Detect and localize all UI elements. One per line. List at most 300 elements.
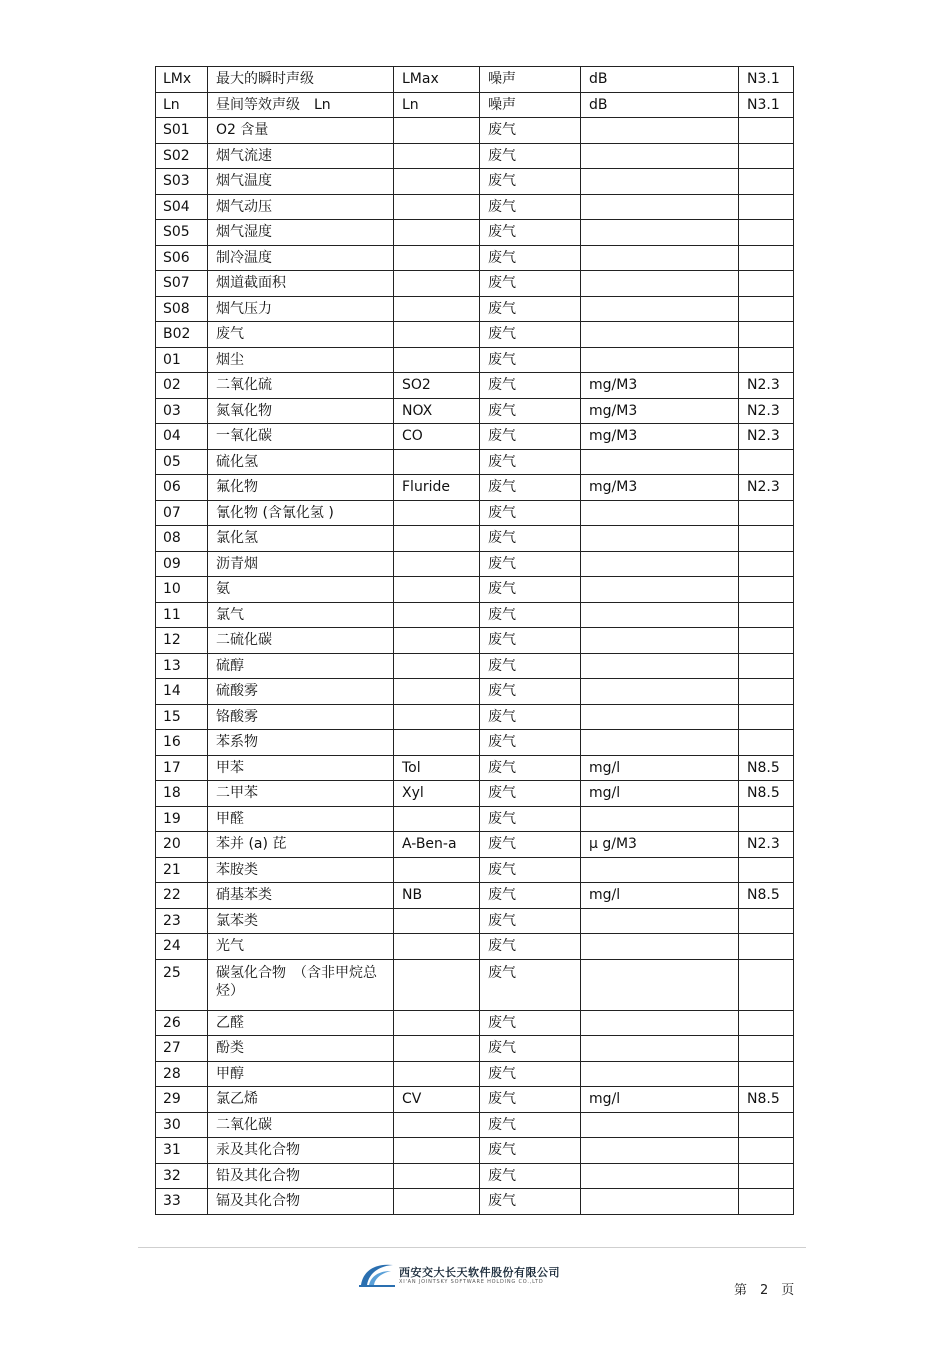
table-row bbox=[156, 1189, 794, 1215]
category-cell: 废气 bbox=[480, 475, 581, 501]
code-cell: S01 bbox=[156, 118, 208, 144]
code-cell: 03 bbox=[156, 398, 208, 424]
name-cell: 废气 bbox=[208, 322, 394, 348]
format-cell bbox=[739, 449, 794, 475]
unit-cell bbox=[581, 347, 739, 373]
category-cell: 废气 bbox=[480, 118, 581, 144]
code-cell: 29 bbox=[156, 1087, 208, 1113]
code-cell: S06 bbox=[156, 245, 208, 271]
format-cell: N8.5 bbox=[739, 1087, 794, 1113]
name-cell: 苯系物 bbox=[208, 730, 394, 756]
company-name-english: XI'AN JOINTSKY SOFTWARE HOLDING CO.,LTD bbox=[399, 1279, 544, 1285]
unit-cell bbox=[581, 704, 739, 730]
format-cell bbox=[739, 169, 794, 195]
category-cell: 废气 bbox=[480, 1189, 581, 1215]
format-cell: N8.5 bbox=[739, 781, 794, 807]
unit-cell bbox=[581, 449, 739, 475]
name-cell: 铅及其化合物 bbox=[208, 1163, 394, 1189]
format-cell bbox=[739, 526, 794, 552]
name-cell: 沥青烟 bbox=[208, 551, 394, 577]
table-row bbox=[156, 551, 794, 577]
table-row bbox=[156, 1138, 794, 1164]
abbr-cell bbox=[394, 704, 480, 730]
category-cell: 废气 bbox=[480, 832, 581, 858]
format-cell bbox=[739, 908, 794, 934]
code-cell: 24 bbox=[156, 934, 208, 960]
name-cell: 二氧化碳 bbox=[208, 1112, 394, 1138]
company-name: 西安交大长天软件股份有限公司 bbox=[399, 1266, 560, 1279]
abbr-cell bbox=[394, 245, 480, 271]
abbr-cell: CO bbox=[394, 424, 480, 450]
code-cell: 09 bbox=[156, 551, 208, 577]
table-row bbox=[156, 296, 794, 322]
unit-cell bbox=[581, 1010, 739, 1036]
category-cell: 废气 bbox=[480, 424, 581, 450]
unit-cell bbox=[581, 271, 739, 297]
table-row bbox=[156, 704, 794, 730]
unit-cell bbox=[581, 857, 739, 883]
category-cell: 废气 bbox=[480, 806, 581, 832]
unit-cell bbox=[581, 1189, 739, 1215]
table-row bbox=[156, 781, 794, 807]
name-cell: 一氧化碳 bbox=[208, 424, 394, 450]
unit-cell bbox=[581, 143, 739, 169]
abbr-cell bbox=[394, 526, 480, 552]
name-cell: 光气 bbox=[208, 934, 394, 960]
format-cell: N2.3 bbox=[739, 475, 794, 501]
unit-cell: μ g/M3 bbox=[581, 832, 739, 858]
abbr-cell bbox=[394, 1189, 480, 1215]
unit-cell bbox=[581, 194, 739, 220]
code-cell: 31 bbox=[156, 1138, 208, 1164]
name-cell: 烟气动压 bbox=[208, 194, 394, 220]
code-cell: S03 bbox=[156, 169, 208, 195]
abbr-cell: Xyl bbox=[394, 781, 480, 807]
table-row bbox=[156, 526, 794, 552]
unit-cell: dB bbox=[581, 92, 739, 118]
unit-cell bbox=[581, 1036, 739, 1062]
name-cell: 氟化物 bbox=[208, 475, 394, 501]
unit-cell bbox=[581, 628, 739, 654]
category-cell: 废气 bbox=[480, 908, 581, 934]
format-cell: N2.3 bbox=[739, 424, 794, 450]
format-cell bbox=[739, 296, 794, 322]
unit-cell bbox=[581, 1061, 739, 1087]
abbr-cell bbox=[394, 220, 480, 246]
unit-cell: mg/M3 bbox=[581, 398, 739, 424]
category-cell: 废气 bbox=[480, 169, 581, 195]
category-cell: 废气 bbox=[480, 271, 581, 297]
format-cell bbox=[739, 730, 794, 756]
name-cell: 氰化物 (含氰化氢 ) bbox=[208, 500, 394, 526]
category-cell: 废气 bbox=[480, 296, 581, 322]
abbr-cell: Tol bbox=[394, 755, 480, 781]
code-cell: 18 bbox=[156, 781, 208, 807]
category-cell: 噪声 bbox=[480, 67, 581, 93]
table-row bbox=[156, 832, 794, 858]
category-cell: 废气 bbox=[480, 526, 581, 552]
table-row bbox=[156, 628, 794, 654]
table-row bbox=[156, 1163, 794, 1189]
unit-cell bbox=[581, 322, 739, 348]
category-cell: 废气 bbox=[480, 220, 581, 246]
table-row bbox=[156, 92, 794, 118]
category-cell: 废气 bbox=[480, 883, 581, 909]
category-cell: 废气 bbox=[480, 398, 581, 424]
name-cell: 酚类 bbox=[208, 1036, 394, 1062]
unit-cell bbox=[581, 679, 739, 705]
abbr-cell bbox=[394, 500, 480, 526]
table-row bbox=[156, 118, 794, 144]
category-cell: 废气 bbox=[480, 1010, 581, 1036]
category-cell: 废气 bbox=[480, 245, 581, 271]
code-cell: S08 bbox=[156, 296, 208, 322]
name-cell: 烟气湿度 bbox=[208, 220, 394, 246]
abbr-cell bbox=[394, 169, 480, 195]
format-cell: N2.3 bbox=[739, 398, 794, 424]
name-cell: 烟气压力 bbox=[208, 296, 394, 322]
name-cell: 烟气温度 bbox=[208, 169, 394, 195]
code-cell: 23 bbox=[156, 908, 208, 934]
abbr-cell bbox=[394, 577, 480, 603]
category-cell: 废气 bbox=[480, 679, 581, 705]
name-cell: 氨 bbox=[208, 577, 394, 603]
format-cell bbox=[739, 934, 794, 960]
abbr-cell bbox=[394, 1163, 480, 1189]
unit-cell bbox=[581, 653, 739, 679]
abbr-cell bbox=[394, 1036, 480, 1062]
abbr-cell bbox=[394, 322, 480, 348]
table-row bbox=[156, 806, 794, 832]
table-row bbox=[156, 194, 794, 220]
abbr-cell: Ln bbox=[394, 92, 480, 118]
format-cell: N2.3 bbox=[739, 832, 794, 858]
code-cell: 05 bbox=[156, 449, 208, 475]
abbr-cell bbox=[394, 194, 480, 220]
format-cell: N8.5 bbox=[739, 755, 794, 781]
table-row bbox=[156, 1112, 794, 1138]
code-cell: 15 bbox=[156, 704, 208, 730]
category-cell: 噪声 bbox=[480, 92, 581, 118]
unit-cell bbox=[581, 602, 739, 628]
format-cell bbox=[739, 577, 794, 603]
code-cell: 08 bbox=[156, 526, 208, 552]
name-cell: 硫酸雾 bbox=[208, 679, 394, 705]
code-cell: 27 bbox=[156, 1036, 208, 1062]
code-cell: 16 bbox=[156, 730, 208, 756]
code-cell: S02 bbox=[156, 143, 208, 169]
unit-cell bbox=[581, 1112, 739, 1138]
name-cell: 氯乙烯 bbox=[208, 1087, 394, 1113]
name-cell: 镉及其化合物 bbox=[208, 1189, 394, 1215]
unit-cell: mg/l bbox=[581, 883, 739, 909]
format-cell bbox=[739, 679, 794, 705]
name-cell: 甲醛 bbox=[208, 806, 394, 832]
unit-cell bbox=[581, 577, 739, 603]
code-cell: S07 bbox=[156, 271, 208, 297]
format-cell bbox=[739, 1189, 794, 1215]
abbr-cell bbox=[394, 653, 480, 679]
table-row bbox=[156, 67, 794, 93]
category-cell: 废气 bbox=[480, 1061, 581, 1087]
name-cell: 硝基苯类 bbox=[208, 883, 394, 909]
unit-cell bbox=[581, 220, 739, 246]
code-cell: 26 bbox=[156, 1010, 208, 1036]
abbr-cell bbox=[394, 908, 480, 934]
abbr-cell: SO2 bbox=[394, 373, 480, 399]
name-cell: 氯苯类 bbox=[208, 908, 394, 934]
name-cell: 碳氢化合物 （含非甲烷总烃） bbox=[208, 959, 394, 1010]
name-cell: 二氧化硫 bbox=[208, 373, 394, 399]
format-cell bbox=[739, 857, 794, 883]
code-cell: 25 bbox=[156, 959, 208, 1010]
code-cell: 11 bbox=[156, 602, 208, 628]
code-cell: 17 bbox=[156, 755, 208, 781]
table-row bbox=[156, 500, 794, 526]
table-row bbox=[156, 424, 794, 450]
code-cell: B02 bbox=[156, 322, 208, 348]
name-cell: 苯胺类 bbox=[208, 857, 394, 883]
abbr-cell bbox=[394, 1112, 480, 1138]
format-cell bbox=[739, 500, 794, 526]
table-row bbox=[156, 220, 794, 246]
table-row bbox=[156, 755, 794, 781]
abbr-cell: CV bbox=[394, 1087, 480, 1113]
abbr-cell: NB bbox=[394, 883, 480, 909]
table-row bbox=[156, 1036, 794, 1062]
category-cell: 废气 bbox=[480, 347, 581, 373]
name-cell: 昼间等效声级 Ln bbox=[208, 92, 394, 118]
unit-cell bbox=[581, 1163, 739, 1189]
table-row bbox=[156, 271, 794, 297]
table-row bbox=[156, 883, 794, 909]
format-cell bbox=[739, 1163, 794, 1189]
format-cell: N3.1 bbox=[739, 67, 794, 93]
name-cell: 硫醇 bbox=[208, 653, 394, 679]
abbr-cell: NOX bbox=[394, 398, 480, 424]
format-cell bbox=[739, 194, 794, 220]
abbr-cell bbox=[394, 551, 480, 577]
format-cell bbox=[739, 118, 794, 144]
category-cell: 废气 bbox=[480, 449, 581, 475]
name-cell: 铬酸雾 bbox=[208, 704, 394, 730]
abbr-cell bbox=[394, 806, 480, 832]
code-cell: 07 bbox=[156, 500, 208, 526]
abbr-cell bbox=[394, 628, 480, 654]
table-row bbox=[156, 169, 794, 195]
abbr-cell bbox=[394, 730, 480, 756]
code-cell: 19 bbox=[156, 806, 208, 832]
unit-cell bbox=[581, 526, 739, 552]
table-row bbox=[156, 959, 794, 1010]
format-cell bbox=[739, 1036, 794, 1062]
parameter-table bbox=[155, 66, 794, 1215]
format-cell bbox=[739, 704, 794, 730]
category-cell: 废气 bbox=[480, 781, 581, 807]
table-row bbox=[156, 653, 794, 679]
table-row bbox=[156, 1087, 794, 1113]
table-row bbox=[156, 373, 794, 399]
format-cell bbox=[739, 322, 794, 348]
category-cell: 废气 bbox=[480, 194, 581, 220]
format-cell bbox=[739, 220, 794, 246]
code-cell: 22 bbox=[156, 883, 208, 909]
table-row bbox=[156, 1061, 794, 1087]
code-cell: S05 bbox=[156, 220, 208, 246]
name-cell: 氮氧化物 bbox=[208, 398, 394, 424]
abbr-cell: LMax bbox=[394, 67, 480, 93]
category-cell: 废气 bbox=[480, 934, 581, 960]
code-cell: 01 bbox=[156, 347, 208, 373]
abbr-cell bbox=[394, 602, 480, 628]
table-row bbox=[156, 475, 794, 501]
format-cell bbox=[739, 1138, 794, 1164]
format-cell bbox=[739, 1112, 794, 1138]
unit-cell bbox=[581, 908, 739, 934]
name-cell: 烟尘 bbox=[208, 347, 394, 373]
unit-cell bbox=[581, 959, 739, 1010]
category-cell: 废气 bbox=[480, 1087, 581, 1113]
code-cell: 20 bbox=[156, 832, 208, 858]
category-cell: 废气 bbox=[480, 857, 581, 883]
code-cell: 06 bbox=[156, 475, 208, 501]
abbr-cell bbox=[394, 347, 480, 373]
page-number: 第 2 页 bbox=[734, 1283, 795, 1298]
table-row bbox=[156, 602, 794, 628]
table-row bbox=[156, 143, 794, 169]
code-cell: 10 bbox=[156, 577, 208, 603]
unit-cell: mg/l bbox=[581, 781, 739, 807]
unit-cell: mg/M3 bbox=[581, 424, 739, 450]
format-cell bbox=[739, 1010, 794, 1036]
unit-cell: mg/l bbox=[581, 755, 739, 781]
abbr-cell bbox=[394, 449, 480, 475]
unit-cell bbox=[581, 551, 739, 577]
name-cell: 烟道截面积 bbox=[208, 271, 394, 297]
table-row bbox=[156, 1010, 794, 1036]
format-cell bbox=[739, 602, 794, 628]
category-cell: 废气 bbox=[480, 143, 581, 169]
format-cell bbox=[739, 653, 794, 679]
abbr-cell bbox=[394, 296, 480, 322]
table-row bbox=[156, 908, 794, 934]
table-row bbox=[156, 857, 794, 883]
table-row bbox=[156, 398, 794, 424]
table-row bbox=[156, 347, 794, 373]
name-cell: 氯气 bbox=[208, 602, 394, 628]
format-cell bbox=[739, 551, 794, 577]
category-cell: 废气 bbox=[480, 373, 581, 399]
unit-cell: mg/M3 bbox=[581, 475, 739, 501]
category-cell: 废气 bbox=[480, 551, 581, 577]
name-cell: 乙醛 bbox=[208, 1010, 394, 1036]
code-cell: 13 bbox=[156, 653, 208, 679]
code-cell: LMx bbox=[156, 67, 208, 93]
unit-cell bbox=[581, 730, 739, 756]
unit-cell bbox=[581, 118, 739, 144]
code-cell: 12 bbox=[156, 628, 208, 654]
category-cell: 废气 bbox=[480, 959, 581, 1010]
category-cell: 废气 bbox=[480, 1138, 581, 1164]
unit-cell: dB bbox=[581, 67, 739, 93]
category-cell: 废气 bbox=[480, 1163, 581, 1189]
name-cell: 制冷温度 bbox=[208, 245, 394, 271]
table-row bbox=[156, 679, 794, 705]
footer-divider bbox=[138, 1247, 806, 1248]
code-cell: 21 bbox=[156, 857, 208, 883]
category-cell: 废气 bbox=[480, 602, 581, 628]
abbr-cell bbox=[394, 1061, 480, 1087]
code-cell: 32 bbox=[156, 1163, 208, 1189]
format-cell bbox=[739, 143, 794, 169]
code-cell: 14 bbox=[156, 679, 208, 705]
category-cell: 废气 bbox=[480, 1036, 581, 1062]
category-cell: 废气 bbox=[480, 1112, 581, 1138]
unit-cell bbox=[581, 296, 739, 322]
abbr-cell bbox=[394, 1010, 480, 1036]
table-row bbox=[156, 577, 794, 603]
unit-cell bbox=[581, 245, 739, 271]
unit-cell bbox=[581, 169, 739, 195]
format-cell bbox=[739, 271, 794, 297]
unit-cell bbox=[581, 934, 739, 960]
code-cell: 30 bbox=[156, 1112, 208, 1138]
name-cell: 烟气流速 bbox=[208, 143, 394, 169]
format-cell bbox=[739, 245, 794, 271]
unit-cell bbox=[581, 500, 739, 526]
name-cell: 苯并 (a) 芘 bbox=[208, 832, 394, 858]
name-cell: 甲苯 bbox=[208, 755, 394, 781]
category-cell: 废气 bbox=[480, 322, 581, 348]
format-cell bbox=[739, 806, 794, 832]
name-cell: O2 含量 bbox=[208, 118, 394, 144]
format-cell: N8.5 bbox=[739, 883, 794, 909]
name-cell: 硫化氢 bbox=[208, 449, 394, 475]
abbr-cell: Fluride bbox=[394, 475, 480, 501]
format-cell bbox=[739, 1061, 794, 1087]
category-cell: 废气 bbox=[480, 755, 581, 781]
unit-cell bbox=[581, 806, 739, 832]
company-logo bbox=[357, 1259, 589, 1289]
abbr-cell bbox=[394, 934, 480, 960]
name-cell: 二甲苯 bbox=[208, 781, 394, 807]
category-cell: 废气 bbox=[480, 653, 581, 679]
category-cell: 废气 bbox=[480, 704, 581, 730]
table-row bbox=[156, 449, 794, 475]
format-cell: N2.3 bbox=[739, 373, 794, 399]
abbr-cell: A-Ben-a bbox=[394, 832, 480, 858]
format-cell bbox=[739, 959, 794, 1010]
code-cell: 33 bbox=[156, 1189, 208, 1215]
abbr-cell bbox=[394, 271, 480, 297]
name-cell: 汞及其化合物 bbox=[208, 1138, 394, 1164]
code-cell: 04 bbox=[156, 424, 208, 450]
abbr-cell bbox=[394, 857, 480, 883]
abbr-cell bbox=[394, 1138, 480, 1164]
category-cell: 废气 bbox=[480, 500, 581, 526]
name-cell: 二硫化碳 bbox=[208, 628, 394, 654]
code-cell: 28 bbox=[156, 1061, 208, 1087]
category-cell: 废气 bbox=[480, 628, 581, 654]
unit-cell: mg/l bbox=[581, 1087, 739, 1113]
format-cell bbox=[739, 347, 794, 373]
category-cell: 废气 bbox=[480, 730, 581, 756]
jointsky-swoosh-logo-icon bbox=[357, 1259, 397, 1289]
table-row bbox=[156, 934, 794, 960]
abbr-cell bbox=[394, 143, 480, 169]
unit-cell: mg/M3 bbox=[581, 373, 739, 399]
abbr-cell bbox=[394, 118, 480, 144]
